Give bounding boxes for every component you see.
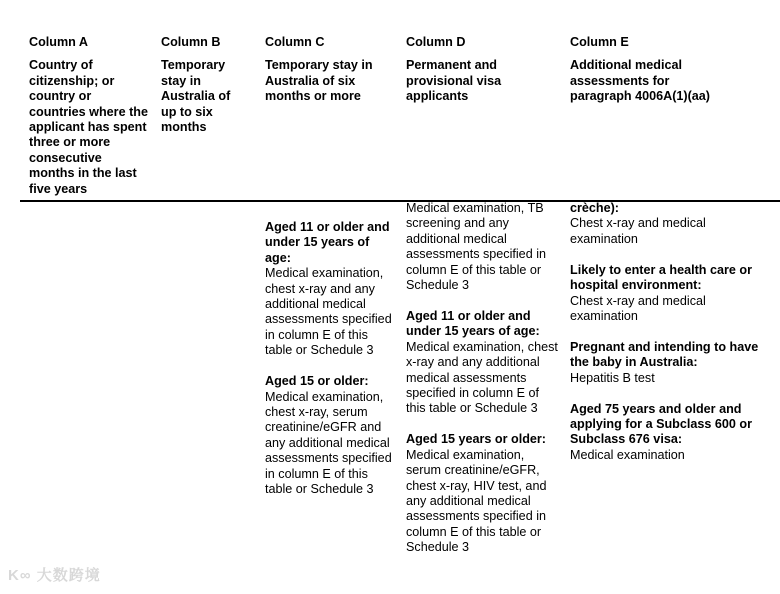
item-body: Medical examination, serum creatinine/eGFR, chest x-ray, HIV test, and any additional medical assessments specified in column E of this table or Schedule 3 [406, 447, 547, 555]
item-body: Chest x-ray and medical examination [570, 293, 706, 323]
column-a-desc: Country of citizenship; or country or countries where the applicant has spent three or more consecutive months in the last five years [29, 58, 148, 196]
column-e-title: Column E [570, 35, 629, 49]
item-body: Medical examination [570, 447, 685, 462]
item-heading: Pregnant and intending to have the baby in Australia: [570, 339, 759, 370]
column-d-title: Column D [406, 35, 466, 49]
item-heading: Aged 15 or older: [265, 374, 369, 389]
column-c-desc: Temporary stay in Australia of six months or more [265, 58, 373, 104]
column-b-desc: Temporary stay in Australia of up to six months [161, 58, 231, 135]
header-column-b [161, 35, 247, 135]
list-item [406, 432, 558, 555]
list-item [570, 340, 775, 386]
item-body: Medical examination, chest x-ray, serum creatinine/eGFR and any additional medical assessments specified in column E of this table or Schedule 3 [265, 389, 392, 496]
item-heading: crèche): [570, 201, 619, 215]
item-body: Medical examination, chest x-ray and any additional medical assessments specified in column E of this table or Schedule 3 [406, 339, 558, 416]
column-c-title: Column C [265, 35, 325, 49]
item-body: Hepatitis B test [570, 370, 655, 385]
item-body: Medical examination, chest x-ray and any additional medical assessments specified in column E of this table or Schedule 3 [265, 266, 392, 358]
list-item [570, 402, 775, 464]
list-item [406, 309, 558, 417]
list-item [570, 263, 775, 325]
column-a-title: Column A [29, 35, 88, 49]
column-b-title: Column B [161, 35, 221, 49]
list-item [265, 374, 395, 497]
item-heading: Aged 15 years or older: [406, 432, 546, 447]
item-heading: Aged 11 or older and under 15 years of age: [406, 308, 540, 339]
item-heading: Likely to enter a health care or hospital environment: [570, 262, 752, 293]
list-item [406, 201, 558, 293]
column-e-cell [570, 201, 775, 479]
item-body: Chest x-ray and medical examination [570, 216, 706, 246]
header-column-d [406, 35, 546, 105]
column-d-desc: Permanent and provisional visa applicants [406, 58, 502, 104]
item-body: Medical examination, TB screening and any additional medical assessments specified in column E of this table or Schedule 3 [406, 201, 546, 293]
header-column-c [265, 35, 393, 105]
column-d-cell [406, 201, 558, 571]
watermark-icon: K∞ [8, 567, 37, 584]
watermark-text: 大数跨境 [36, 567, 101, 584]
list-item [265, 220, 395, 359]
header-column-a [29, 35, 149, 197]
column-c-cell [265, 220, 395, 513]
column-e-desc: Additional medical assessments for paragraph 4006A(1)(aa) [570, 58, 710, 104]
item-heading: Aged 11 or older and under 15 years of age: [265, 220, 390, 265]
watermark-logo [8, 568, 101, 583]
list-item [570, 201, 775, 247]
header-column-e [570, 35, 730, 105]
item-heading: Aged 75 years and older and applying for a Subclass 600 or Subclass 676 visa: [570, 401, 752, 447]
